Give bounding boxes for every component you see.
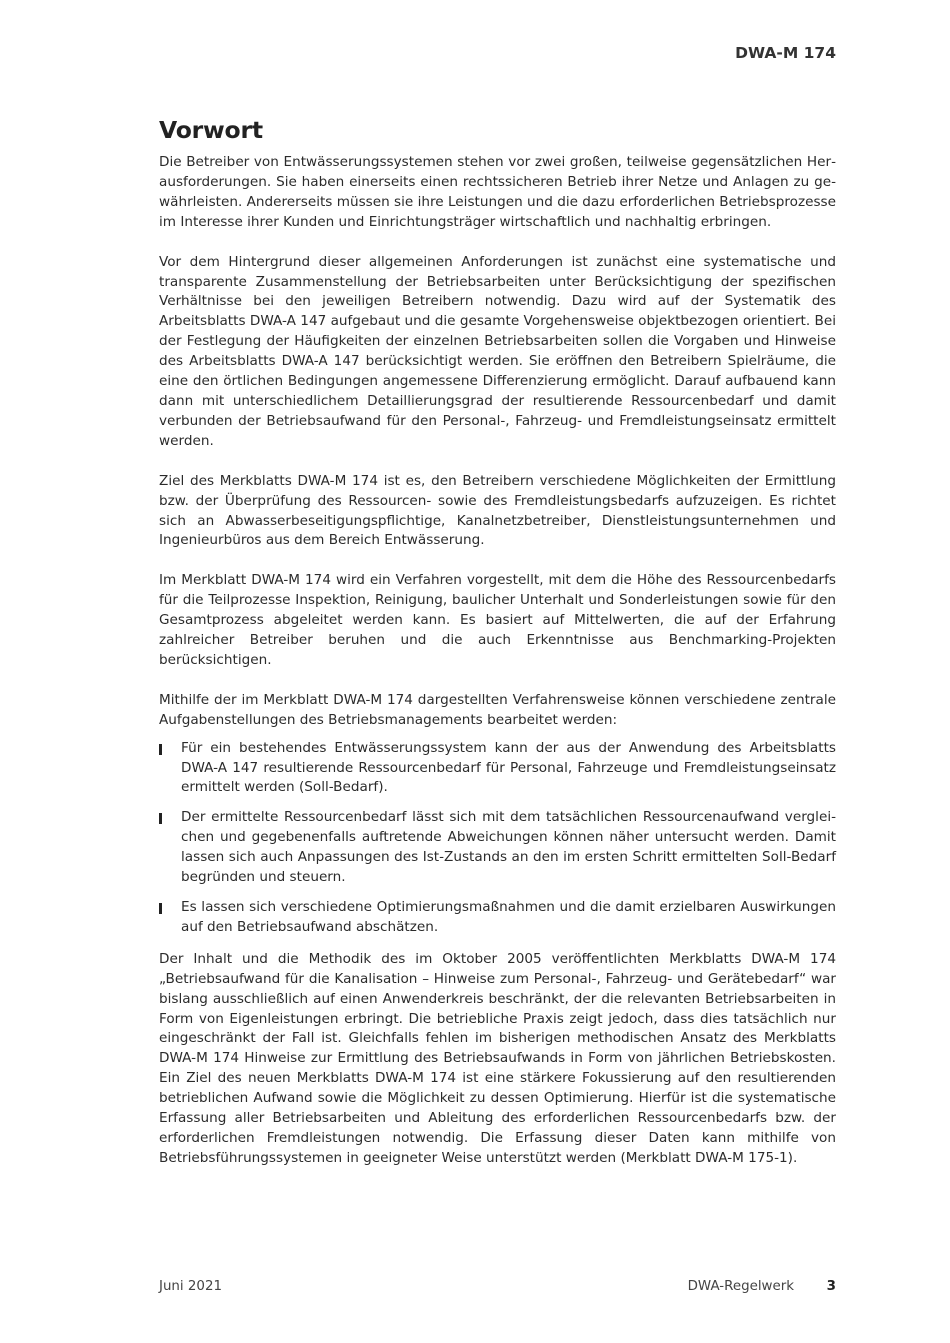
list-item-text: Für ein bestehendes Entwässerungssystem kann der aus der Anwendung des Arbeitsblatts DWA-A 147 resultierende Ressourcenbedarf für Personal, Fahrzeuge und Fremdleistungseinsatz ermittelt werden (Soll-Bedarf). bbox=[181, 739, 836, 796]
paragraph: Vor dem Hintergrund dieser allgemeinen Anforderungen ist zunächst eine systematische und transparente Zusammenstellung der Betriebsarbeiten unter Berücksichtigung der spezifischen Verhältnisse bei den jeweiligen Betreibern notwendig. Dazu wird auf der Systematik des Arbeitsblatts DWA-A 147 aufgebaut und die gesamte Vorgehensweise objektbezogen orientiert. Bei der Festlegung der Häufigkeiten der einzelnen Betriebsarbeiten sollen die Vorgaben und Hinweise des Arbeitsblatts DWA-A 147 berücksichtigt werden. Sie eröffnen den Betreibern Spielräume, die eine den örtlichen Bedingungen angemessene Differenzierung ermöglicht. Darauf aufbauend kann dann mit unterschiedlichem Detaillierungsgrad der resultierende Ressourcenbedarf und damit verbunden der Betriebsaufwand für den Personal-, Fahrzeug- und Fremdleistungseinsatz ermittelt werden. bbox=[159, 253, 836, 449]
list-item bbox=[159, 808, 836, 888]
list-item bbox=[159, 898, 836, 938]
paragraph: Die Betreiber von Entwässerungssystemen stehen vor zwei großen, teilweise gegensätzlichen Herausforderungen. Sie haben einerseits einen rechtssicheren Betrieb ihrer Netze und Anlagen zu gewährleisten. Andererseits müssen sie ihre Leistungen und die dazu erforderlichen Betriebsprozesse im Interesse ihrer Kunden und Einrichtungsträger wirtschaftlich und nachhaltig erbringen. bbox=[159, 154, 836, 230]
document-code: DWA-M 174 bbox=[735, 44, 836, 62]
page-footer bbox=[159, 1279, 836, 1299]
footer-series: DWA-Regelwerk bbox=[687, 1279, 794, 1294]
paragraph: Mithilfe der im Merkblatt DWA-M 174 dargestellten Verfahrensweise können verschiedene zentrale Aufgabenstellungen des Betriebsmanagements bearbeitet werden: bbox=[159, 691, 836, 728]
bullet-bar-icon bbox=[159, 903, 162, 914]
list-item-text: Der ermittelte Ressourcenbedarf lässt sich mit dem tatsächlichen Ressourcenaufwand vergleichen und gegebenenfalls auftretende Abweichungen können näher untersucht werden. Damit lassen sich auch Anpassungen des Ist-Zustands an den im ersten Schritt ermittelten Soll-Bedarf begründen und steuern. bbox=[181, 809, 836, 886]
task-list bbox=[159, 739, 836, 938]
list-item bbox=[159, 739, 836, 799]
paragraph: Ziel des Merkblatts DWA-M 174 ist es, den Betreibern verschiedene Möglichkeiten der Ermittlung bzw. der Überprüfung des Ressourcen- sowie des Fremdleistungsbedarfs aufzuzeigen. Es richtet sich an Abwasserbeseitigungspflichtige, Kanalnetzbetreiber, Dienstleistungsunternehmen und Ingenieurbüros aus dem Bereich Entwässerung. bbox=[159, 472, 836, 549]
list-item-text: Es lassen sich verschiedene Optimierungsmaßnahmen und die damit erzielbaren Auswirkungen auf den Betriebsaufwand abschätzen. bbox=[181, 899, 836, 935]
page-number: 3 bbox=[826, 1279, 836, 1294]
page-content bbox=[159, 116, 836, 1189]
paragraph: Der Inhalt und die Methodik des im Oktober 2005 veröffentlichten Merkblatts DWA-M 174 „Betriebsaufwand für die Kanalisation – Hinweise zum Personal-, Fahrzeug- und Gerätebedarf“ war bislang ausschließlich auf einen Anwenderkreis beschränkt, der die relevanten Betriebsarbeiten in Form von Eigenleistungen erbringt. Die betriebliche Praxis zeigt jedoch, dass dies tatsächlich nur eingeschränkt der Fall ist. Gleichfalls fehlen im bisherigen methodischen Ansatz des Merkblatts DWA-M 174 Hinweise zur Ermittlung des Betriebsaufwands in Form von jährlichen Betriebskosten. Ein Ziel des neuen Merkblatts DWA-M 174 ist eine stärkere Fokussierung auf den resultierenden betrieblichen Aufwand sowie die Möglichkeit zu dessen Optimierung. Hierfür ist die systematische Erfassung aller Betriebsarbeiten und Ableitung des erforderlichen Ressourcenbedarfs bzw. der erforderlichen Fremdleistungen notwendig. Die Erfassung dieser Daten kann mithilfe von Betriebsführungssystemen in geeigneter Weise unterstützt werden (Merkblatt DWA-M 175-1). bbox=[159, 950, 836, 1166]
bullet-bar-icon bbox=[159, 813, 162, 824]
footer-date: Juni 2021 bbox=[159, 1279, 222, 1294]
paragraph: Im Merkblatt DWA-M 174 wird ein Verfahren vorgestellt, mit dem die Höhe des Ressourcenbedarfs für die Teilprozesse Inspektion, Reinigung, baulicher Unterhalt und Sonderleistungen sowie für den Gesamtprozess abgeleitet werden kann. Es basiert auf Mittelwerten, die auf der Erfahrung zahlreicher Betreiber beruhen und die auch Erkenntnisse aus Benchmarking-Projekten berücksichtigen. bbox=[159, 572, 836, 668]
page-title: Vorwort bbox=[159, 116, 263, 144]
bullet-bar-icon bbox=[159, 744, 162, 755]
